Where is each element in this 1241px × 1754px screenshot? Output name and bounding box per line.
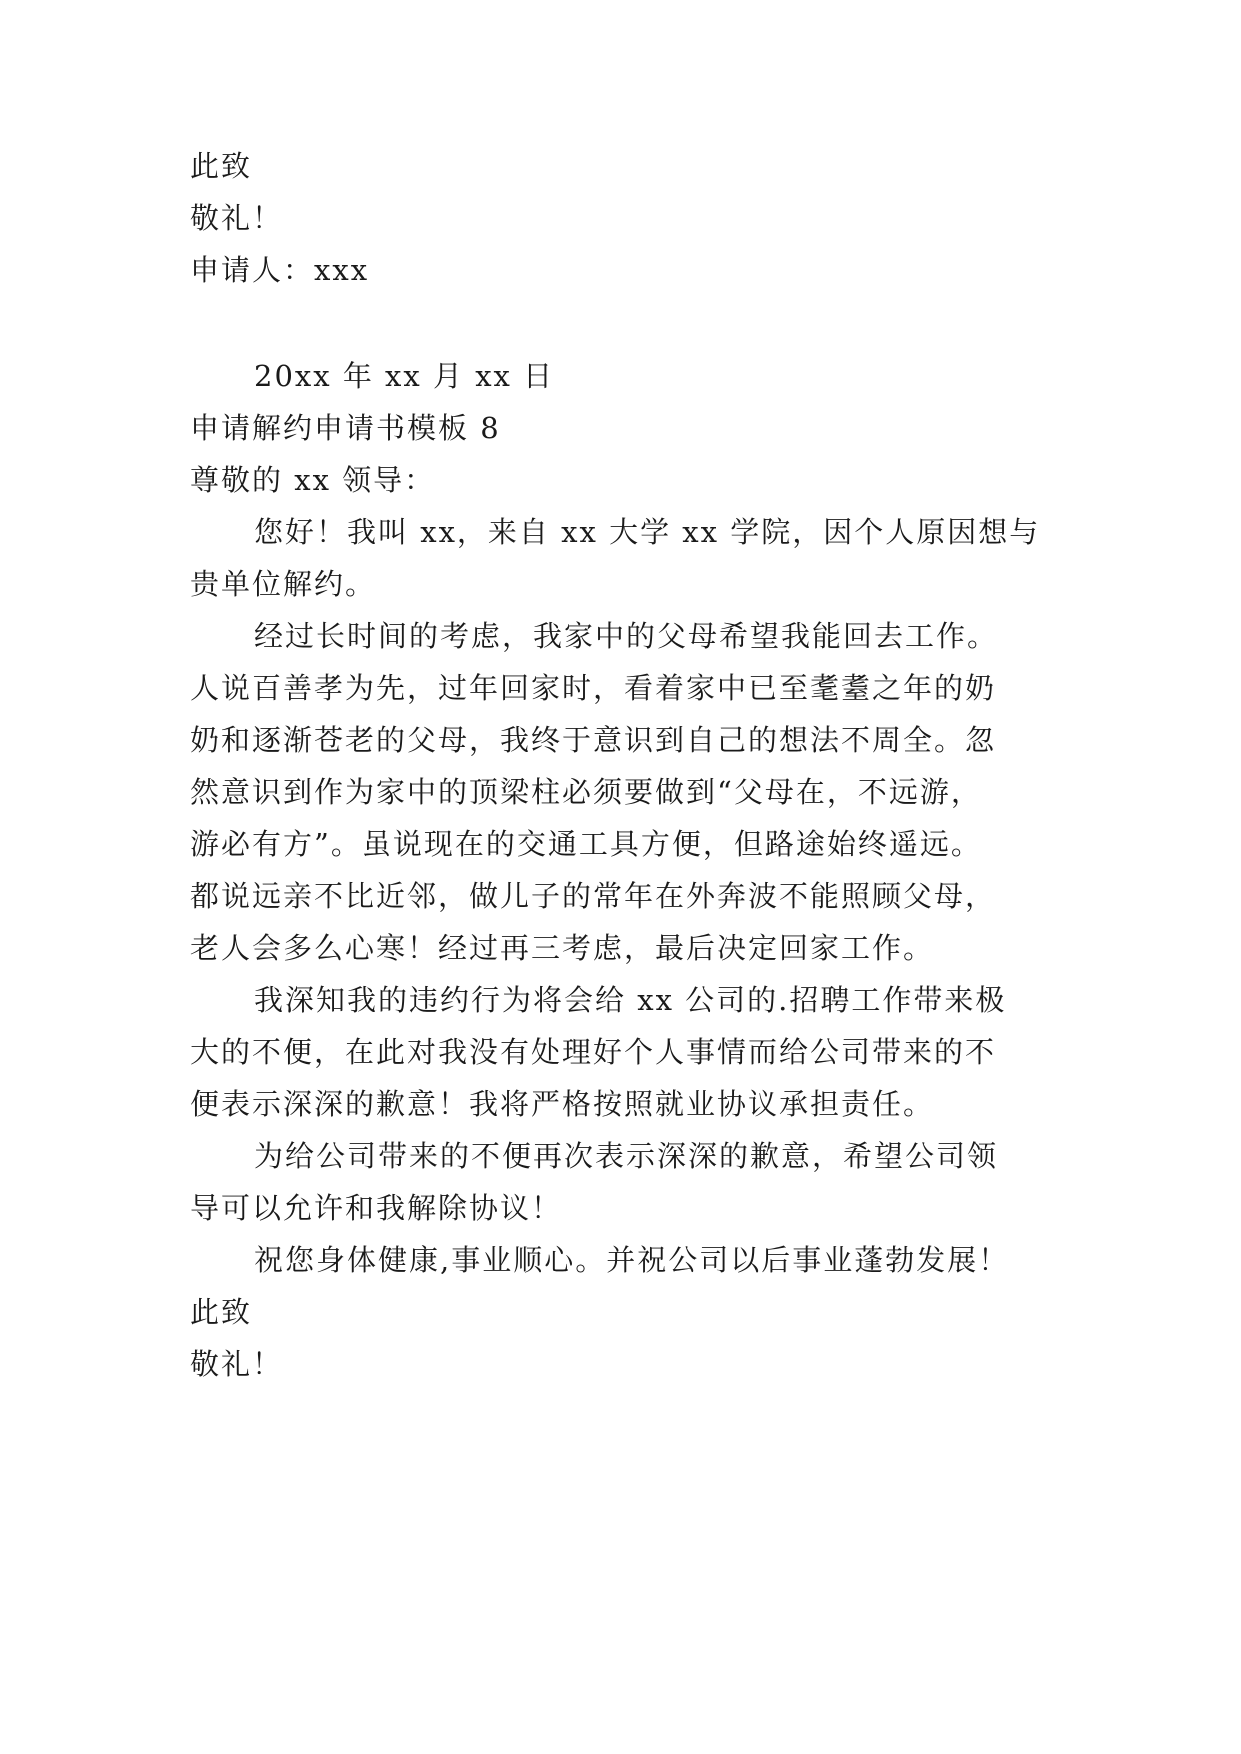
closing-respect-2: 敬礼！ xyxy=(190,1347,284,1381)
body-line: 经过长时间的考虑，我家中的父母希望我能回去工作。 xyxy=(254,619,999,653)
body-line: 老人会多么心寒！经过再三考虑，最后决定回家工作。 xyxy=(190,931,935,965)
body-line: 贵单位解约。 xyxy=(190,567,377,601)
body-line: 祝您身体健康,事业顺心。并祝公司以后事业蓬勃发展！ xyxy=(254,1243,1010,1277)
body-line: 您好！我叫 xx，来自 xx 大学 xx 学院，因个人原因想与 xyxy=(254,515,1041,549)
greeting-line: 尊敬的 xx 领导： xyxy=(190,463,436,497)
body-line: 为给公司带来的不便再次表示深深的歉意，希望公司领 xyxy=(254,1139,999,1173)
applicant-line: 申请人：xxx xyxy=(190,253,370,287)
closing-salutation: 此致 xyxy=(190,149,253,183)
closing-respect: 敬礼！ xyxy=(190,201,284,235)
body-line: 人说百善孝为先，过年回家时，看着家中已至耄耋之年的奶 xyxy=(190,671,997,705)
body-line: 游必有方”。虽说现在的交通工具方便，但路途始终遥远。 xyxy=(190,827,982,861)
body-line: 大的不便，在此对我没有处理好个人事情而给公司带来的不 xyxy=(190,1035,997,1069)
date-line: 20xx 年 xx 月 xx 日 xyxy=(254,359,555,393)
body-line: 奶和逐渐苍老的父母，我终于意识到自己的想法不周全。忽 xyxy=(190,723,997,757)
body-line: 都说远亲不比近邻，做儿子的常年在外奔波不能照顾父母， xyxy=(190,879,997,913)
template-heading: 申请解约申请书模板 8 xyxy=(190,411,501,445)
body-line: 然意识到作为家中的顶梁柱必须要做到“父母在，不远游， xyxy=(190,775,982,809)
body-line: 导可以允许和我解除协议！ xyxy=(190,1191,563,1225)
body-line: 便表示深深的歉意！我将严格按照就业协议承担责任。 xyxy=(190,1087,935,1121)
closing-salutation-2: 此致 xyxy=(190,1295,253,1329)
body-line: 我深知我的违约行为将会给 xx 公司的.招聘工作带来极 xyxy=(254,983,1007,1017)
